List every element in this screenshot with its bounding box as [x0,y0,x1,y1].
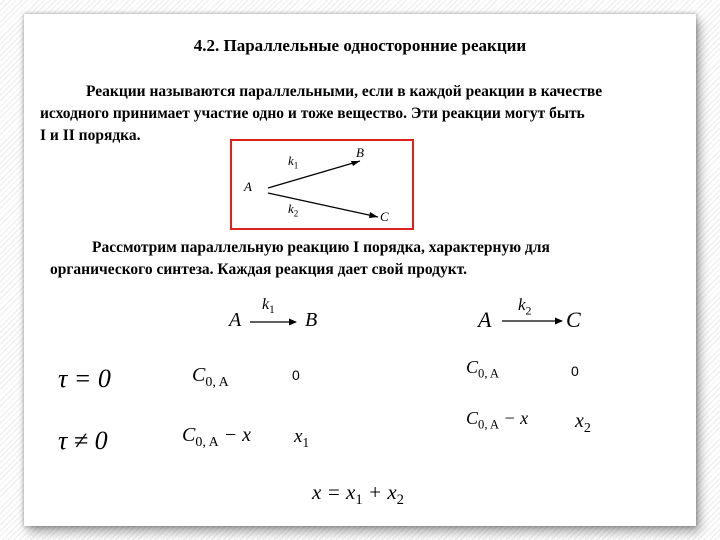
scheme-c: C [380,209,389,224]
reaction-2-k: $k_2$ [518,295,532,318]
row1-c0a: $C_{0, A}$ [192,364,229,390]
scheme-k1: $k_1$ [288,153,299,171]
row2-c0a-minus-x-right: $C_{0, A} - x$ [466,408,529,432]
intro-line-3: I и II порядка. [40,127,141,144]
row2-c0a-minus-x: $C_{0, A} - x$ [182,424,252,450]
scheme-b: B [356,145,364,160]
row2-x1: $x_1$ [294,426,310,450]
row2-x2: $x_2$ [575,410,591,436]
reaction-1-arrow [250,317,298,327]
intro-line-2: исходного принимает участие одно и тоже вещество. Эти реакции могут быть [40,105,585,122]
reaction-scheme-box [230,139,414,230]
sum-equation: $x = x_1 + x_2$ [312,480,404,509]
tau-equals-zero: τ = 0 [58,364,111,393]
reaction-1-k: $k_1$ [262,296,275,317]
row1-zero-right: 0 [571,363,579,379]
intro-line-1: Реакции называются параллельными, если в каждой реакции в качестве [86,83,603,100]
reaction-2-right: C [566,307,581,332]
page-title: 4.2. Параллельные односторонние реакции [193,36,527,55]
row1-c0a-right: $C_{0, A}$ [466,357,500,381]
second-para-line-1: Рассмотрим параллельную реакцию I порядка, характерную для [92,239,550,256]
reaction-2-left: A [478,307,492,332]
tau-not-zero: τ ≠ 0 [58,426,108,455]
reaction-2-arrow [502,316,564,326]
scheme-k2: $k_2$ [288,201,299,219]
reaction-1-left: A [229,309,242,331]
scheme-a: A [244,179,252,194]
second-para-line-2: органического синтеза. Каждая реакция дает свой продукт. [50,261,467,278]
reaction-1-right: B [305,309,318,331]
row1-zero-left: 0 [292,367,300,383]
